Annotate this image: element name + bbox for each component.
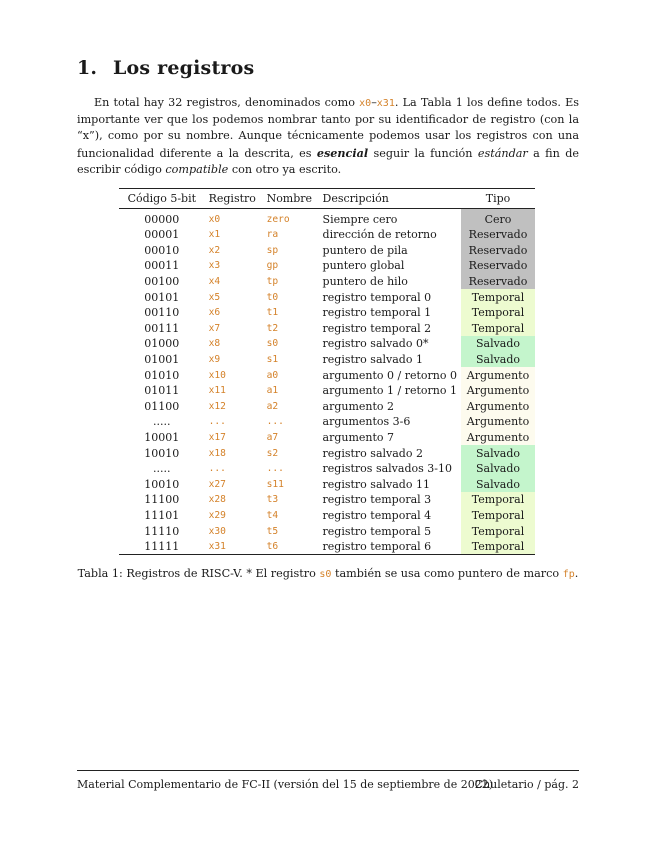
cell-register: x9 xyxy=(208,354,221,366)
cell-code: 10001 xyxy=(144,431,180,445)
table-row xyxy=(119,274,535,290)
table-row xyxy=(119,305,535,321)
cell-description: dirección de retorno xyxy=(322,228,437,242)
paragraph-text-4: a fin de escribir código xyxy=(77,146,579,176)
table-row xyxy=(119,227,535,243)
cell-code: 00000 xyxy=(144,213,180,226)
cell-name: a1 xyxy=(266,385,279,397)
cell-type: Temporal xyxy=(461,321,535,337)
cell-type: Argumento xyxy=(461,430,535,446)
cell-code: 00111 xyxy=(144,321,180,335)
cell-type: Temporal xyxy=(461,305,535,321)
table-row xyxy=(119,383,535,399)
cell-name: gp xyxy=(266,260,279,272)
cell-type: Argumento xyxy=(461,414,535,430)
table-row xyxy=(119,289,535,305)
cell-register: x1 xyxy=(208,229,221,241)
emphasis-esencial: esencial xyxy=(316,145,369,160)
registers-table xyxy=(119,188,535,555)
cell-code: 01001 xyxy=(144,353,180,367)
table-body xyxy=(119,209,535,555)
cell-register: x2 xyxy=(208,244,221,256)
table-row xyxy=(119,336,535,352)
cell-register: x10 xyxy=(208,369,226,381)
cell-name: t4 xyxy=(266,509,279,521)
cell-code: 00110 xyxy=(144,306,180,320)
table-row xyxy=(119,209,535,228)
cell-register: x3 xyxy=(208,260,221,272)
cell-register: x11 xyxy=(208,385,226,397)
cell-name: zero xyxy=(266,214,290,225)
cell-type: Salvado xyxy=(461,336,535,352)
table-row xyxy=(119,367,535,383)
caption-text-3: . xyxy=(574,567,579,580)
footer-divider xyxy=(77,770,579,771)
cell-type: Reservado xyxy=(461,243,535,259)
cell-code: 01100 xyxy=(144,399,180,413)
paragraph-text-2: . La Tabla 1 los define todos. Es importante ver que los podemos nombrar tanto por su identificador de registro (con la “x”), como por su nombre. Aunque técnicamente podemos usar los registros con una funcionalidad diferente a la descrita, es xyxy=(77,96,580,160)
header-descripcion: Descripción xyxy=(319,189,461,209)
table-row xyxy=(119,461,535,477)
cell-code: 00101 xyxy=(144,290,180,304)
cell-type: Temporal xyxy=(461,492,535,508)
table-row xyxy=(119,414,535,430)
cell-register: x0 xyxy=(208,214,221,225)
cell-code: 00100 xyxy=(144,275,180,289)
cell-type: Temporal xyxy=(461,508,535,524)
table-row xyxy=(119,445,535,461)
cell-type: Reservado xyxy=(461,227,535,243)
cell-description: registros salvados 3-10 xyxy=(322,462,452,476)
cell-code: 10010 xyxy=(144,446,180,460)
table-row xyxy=(119,430,535,446)
cell-code: 11111 xyxy=(119,539,205,555)
cell-description: registro temporal 0 xyxy=(322,290,432,304)
cell-description: registro salvado 2 xyxy=(322,446,423,460)
cell-description: argumento 7 xyxy=(322,431,395,445)
cell-name: s2 xyxy=(266,447,279,459)
cell-register: ... xyxy=(208,416,226,428)
cell-description: registro salvado 1 xyxy=(322,353,423,367)
table-row xyxy=(119,477,535,493)
cell-register: x8 xyxy=(208,338,221,350)
cell-type: Salvado xyxy=(461,477,535,493)
table-row xyxy=(119,492,535,508)
cell-code: 11100 xyxy=(144,493,180,507)
table-row xyxy=(119,399,535,415)
cell-code: ..... xyxy=(153,462,171,476)
cell-name: ra xyxy=(266,229,279,241)
code-x31: x31 xyxy=(376,98,395,109)
cell-name: ... xyxy=(266,463,284,475)
cell-name: t3 xyxy=(266,494,279,506)
cell-register: x27 xyxy=(208,478,226,490)
caption-text-1: Tabla 1: Registros de RISC-V. * El registro xyxy=(77,567,320,580)
cell-type: Salvado xyxy=(461,445,535,461)
cell-description: registro temporal 5 xyxy=(322,524,432,538)
cell-description: registro salvado 0* xyxy=(322,337,429,351)
paragraph-dash: – xyxy=(371,96,377,109)
cell-type: Reservado xyxy=(461,274,535,290)
cell-register: x4 xyxy=(208,276,221,288)
cell-code: 00001 xyxy=(144,228,180,242)
cell-name: s11 xyxy=(266,478,284,490)
cell-type: Temporal xyxy=(461,289,535,305)
caption-text-2: también se usa como puntero de marco xyxy=(331,567,563,580)
cell-code: 11110 xyxy=(144,524,180,538)
table-row xyxy=(119,321,535,337)
cell-name: s1 xyxy=(266,354,279,366)
cell-name: a0 xyxy=(266,369,279,381)
code-x0: x0 xyxy=(359,98,372,109)
cell-type: Temporal xyxy=(461,539,535,555)
cell-name: sp xyxy=(266,244,279,256)
cell-description: registro salvado 11 xyxy=(322,477,430,491)
italic-compatible: compatible xyxy=(165,162,229,176)
cell-code: 01000 xyxy=(144,337,180,351)
table-row xyxy=(119,523,535,539)
cell-name: a2 xyxy=(266,400,279,412)
cell-register: x6 xyxy=(208,307,221,319)
section-number: 1. xyxy=(77,57,98,79)
cell-code: 00011 xyxy=(144,259,180,273)
cell-type: Argumento xyxy=(461,367,535,383)
cell-name: t2 xyxy=(266,322,279,334)
cell-register: x17 xyxy=(208,432,226,444)
cell-description: argumento 1 / retorno 1 xyxy=(322,384,458,398)
cell-type: Argumento xyxy=(461,383,535,399)
cell-register: x5 xyxy=(208,291,221,303)
cell-name: tp xyxy=(266,276,279,288)
cell-name: t0 xyxy=(266,291,279,303)
table-row xyxy=(119,539,535,555)
cell-name: s0 xyxy=(266,338,279,350)
cell-description: Siempre cero xyxy=(322,213,398,226)
cell-description: registro temporal 6 xyxy=(319,539,461,555)
cell-code: 11101 xyxy=(144,508,180,522)
intro-paragraph xyxy=(77,95,579,178)
cell-code: 01010 xyxy=(144,368,180,382)
table-caption xyxy=(77,567,579,580)
header-nombre: Nombre xyxy=(263,189,319,209)
section-title-text: Los registros xyxy=(113,57,255,79)
cell-code: ..... xyxy=(153,415,171,429)
cell-description: registro temporal 4 xyxy=(322,508,432,522)
paragraph-text-5: con otro ya escrito. xyxy=(228,162,342,176)
cell-code: 00010 xyxy=(144,243,180,257)
cell-description: argumentos 3-6 xyxy=(322,415,411,429)
header-codigo: Código 5-bit xyxy=(119,189,205,209)
cell-description: puntero global xyxy=(322,259,405,273)
cell-name: t1 xyxy=(266,307,279,319)
paragraph-text-1: En total hay 32 registros, denominados como xyxy=(94,96,360,109)
cell-type: Temporal xyxy=(461,523,535,539)
cell-description: registro temporal 3 xyxy=(322,493,432,507)
table-row xyxy=(119,508,535,524)
cell-name: a7 xyxy=(266,432,279,444)
cell-register: x18 xyxy=(208,447,226,459)
footer-left-text: Material Complementario de FC-II (versión del 15 de septiembre de 2022) xyxy=(77,778,494,791)
cell-type: Reservado xyxy=(461,258,535,274)
cell-name: t5 xyxy=(266,525,279,537)
cell-name: t6 xyxy=(263,539,319,555)
cell-description: registro temporal 2 xyxy=(322,321,432,335)
cell-type: Salvado xyxy=(461,461,535,477)
cell-register: x31 xyxy=(205,539,263,555)
italic-estandar: estándar xyxy=(477,146,528,160)
cell-register: x28 xyxy=(208,494,226,506)
cell-code: 10010 xyxy=(144,477,180,491)
cell-type: Cero xyxy=(461,209,535,228)
cell-code: 01011 xyxy=(144,384,180,398)
table-row xyxy=(119,258,535,274)
cell-description: registro temporal 1 xyxy=(322,306,432,320)
table-row xyxy=(119,352,535,368)
cell-description: argumento 2 xyxy=(322,399,395,413)
cell-register: x12 xyxy=(208,400,226,412)
code-fp: fp xyxy=(562,569,575,580)
cell-register: x29 xyxy=(208,509,226,521)
section-heading xyxy=(77,57,254,79)
header-tipo: Tipo xyxy=(461,189,535,209)
cell-description: puntero de hilo xyxy=(322,275,408,289)
table-row xyxy=(119,243,535,259)
cell-register: ... xyxy=(208,463,226,475)
cell-description: puntero de pila xyxy=(322,243,408,257)
header-registro: Registro xyxy=(205,189,263,209)
cell-description: argumento 0 / retorno 0 xyxy=(322,368,458,382)
cell-name: ... xyxy=(266,416,284,428)
paragraph-text-3: seguir la función xyxy=(368,146,478,160)
table-header-row xyxy=(119,189,535,209)
cell-type: Salvado xyxy=(461,352,535,368)
footer-page-info: Chuletario / pág. 2 xyxy=(474,778,579,791)
cell-register: x7 xyxy=(208,322,221,334)
cell-type: Argumento xyxy=(461,399,535,415)
cell-register: x30 xyxy=(208,525,226,537)
code-s0: s0 xyxy=(319,569,332,580)
